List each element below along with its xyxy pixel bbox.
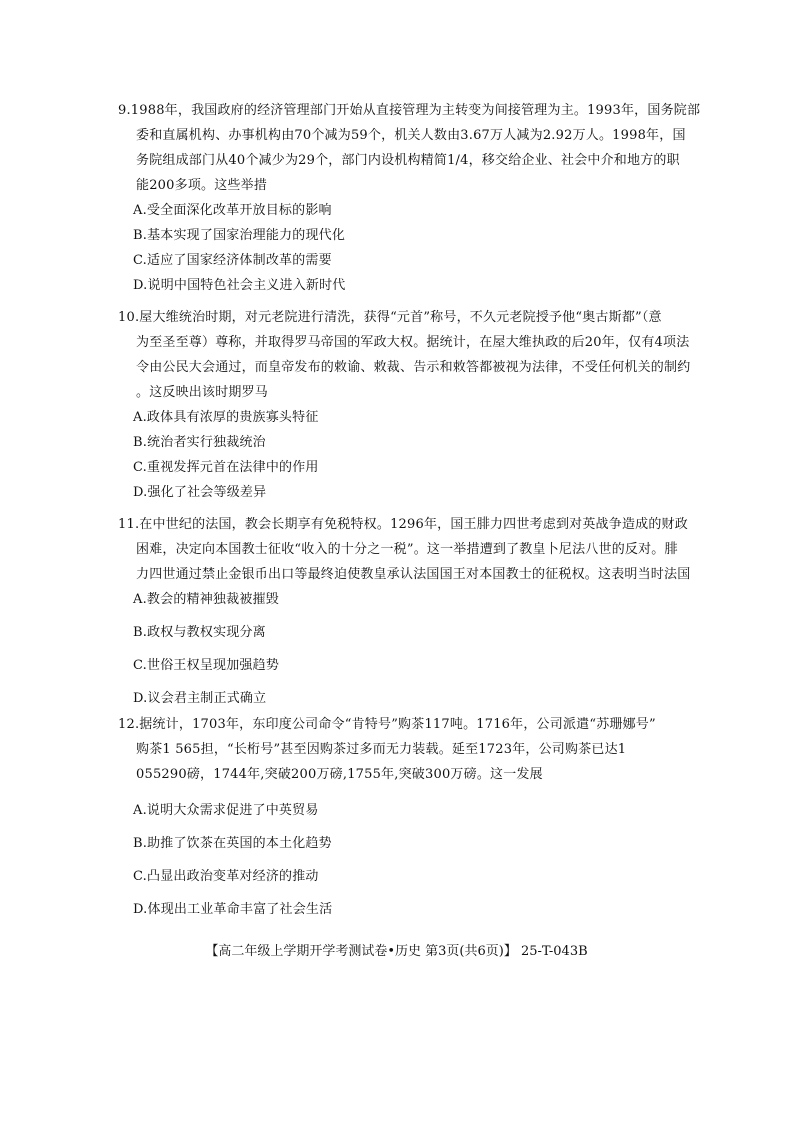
question-stem-line: 9.1988年，我国政府的经济管理部门开始从直接管理为主转变为间接管理为主。1993年，国务院部 bbox=[118, 103, 701, 118]
option-a: A.说明大众需求促进了中英贸易 bbox=[133, 803, 319, 818]
option-c: C.适应了国家经济体制改革的需要 bbox=[133, 253, 332, 268]
option-d: D.体现出工业革命丰富了社会生活 bbox=[133, 902, 333, 917]
question-stem-line: 12.据统计，1703年，东印度公司命令“肯特号”购茶117吨。1716年，公司派遣“苏珊娜号” bbox=[118, 717, 656, 732]
page-footer: 【高二年级上学期开学考测试卷•历史 第3页(共6页)】 25-T-043B bbox=[205, 944, 588, 959]
question-11 bbox=[118, 512, 691, 711]
question-stem-line: 为至圣至尊）尊称，并取得罗马帝国的军政大权。据统计，在屋大维执政的后20年，仅有4项法 bbox=[136, 335, 690, 350]
question-10 bbox=[118, 305, 691, 505]
option-d: D.说明中国特色社会主义进入新时代 bbox=[133, 278, 346, 293]
option-c: C.凸显出政治变革对经济的推动 bbox=[133, 869, 319, 884]
option-b: B.政权与教权实现分离 bbox=[133, 625, 266, 640]
option-a: A.政体具有浓厚的贵族寡头特征 bbox=[133, 410, 319, 425]
question-12 bbox=[118, 712, 678, 922]
question-stem-line: 委和直属机构、办事机构由70个减为59个，机关人数由3.67万人减为2.92万人。1998年，国 bbox=[136, 128, 686, 143]
question-stem-line: 。这反映出该时期罗马 bbox=[136, 385, 269, 400]
option-b: B.基本实现了国家治理能力的现代化 bbox=[133, 228, 346, 243]
option-b: B.统治者实行独裁统治 bbox=[133, 435, 266, 450]
option-d: D.议会君主制正式确立 bbox=[133, 691, 267, 706]
question-stem-line: 困难，决定向本国教士征收“收入的十分之一税”。这一举措遭到了教皇卜尼法八世的反对。腓 bbox=[136, 542, 678, 557]
option-a: A.受全面深化改革开放目标的影响 bbox=[133, 203, 332, 218]
option-b: B.助推了饮茶在英国的本土化趋势 bbox=[133, 836, 332, 851]
question-stem-line: 11.在中世纪的法国，教会长期享有免税特权。1296年，国王腓力四世考虑到对英战争造成的财政 bbox=[118, 517, 688, 532]
question-stem-line: 力四世通过禁止金银币出口等最终迫使教皇承认法国国王对本国教士的征税权。这表明当时法国 bbox=[136, 567, 691, 582]
question-stem-line: 购茶1 565担，“长桁号”甚至因购茶过多而无力装载。延至1723年，公司购茶已达1 bbox=[136, 742, 627, 757]
question-stem-line: 令由公民大会通过，而皇帝发布的敕谕、敕裁、告示和敕答都被视为法律，不受任何机关的制约 bbox=[136, 360, 691, 375]
option-a: A.教会的精神独裁被摧毁 bbox=[133, 592, 279, 607]
question-stem-line: 务院组成部门从40个减少为29个，部门内设机构精简1/4，移交给企业、社会中介和地方的职 bbox=[136, 153, 680, 168]
question-stem-line: 10.屋大维统治时期，对元老院进行清洗，获得“元首”称号，不久元老院授予他“奥古斯都”（意 bbox=[118, 310, 662, 325]
option-c: C.世俗王权呈现加强趋势 bbox=[133, 658, 280, 673]
option-d: D.强化了社会等级差异 bbox=[133, 485, 267, 500]
option-c: C.重视发挥元首在法律中的作用 bbox=[133, 460, 319, 475]
question-stem-line: 能200多项。这些举措 bbox=[136, 178, 268, 193]
question-9 bbox=[118, 98, 701, 298]
question-stem-line: 055290磅，1744年,突破200万磅,1755年,突破300万磅。这一发展 bbox=[136, 767, 543, 782]
